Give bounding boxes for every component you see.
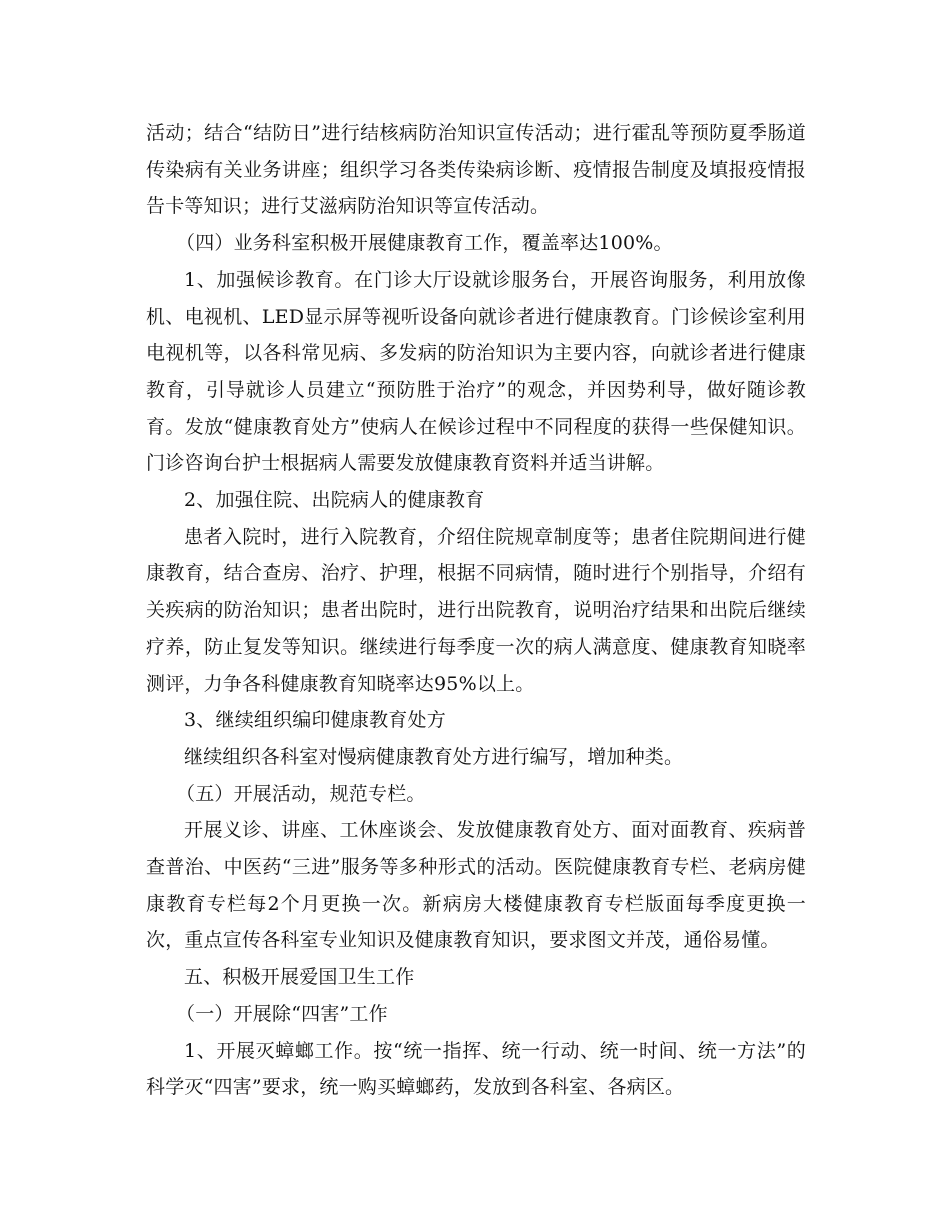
- paragraph-prescription: 继续组织各科室对慢病健康教育处方进行编写，增加种类。: [184, 745, 684, 768]
- section-heading-5: （五）开展活动，规范专栏。: [176, 782, 426, 805]
- paragraph-continuation: 活动；结合“结防日”进行结核病防治知识宣传活动；进行霍乱等预防夏季肠道传染病有关业务讲座；组织学习各类传染病诊断、疫情报告制度及填报疫情报告卡等知识；进行艾滋病防治知识等宣传活动。: [146, 122, 806, 218]
- paragraph-cockroach: 1、开展灭蟑螂工作。按“统一指挥、统一行动、统一时间、统一方法”的科学灭“四害”要求，统一购买蟑螂药，发放到各科室、各病区。: [146, 1039, 806, 1099]
- paragraph-waiting-education: 1、加强候诊教育。在门诊大厅设就诊服务台，开展咨询服务，利用放像机、电视机、LED显示屏等视听设备向就诊者进行健康教育。门诊候诊室利用电视机等，以各科常见病、多发病的防治知识为主要内容，向就诊者进行健康教育，引导就诊人员建立“预防胜于治疗”的观念，并因势利导，做好随诊教育。发放“健康教育处方”使病人在候诊过程中不同程度的获得一些保健知识。门诊咨询台护士根据病人需要发放健康教育资料并适当讲解。: [146, 268, 806, 475]
- chapter-heading-5: 五、积极开展爱国卫生工作: [184, 966, 415, 989]
- paragraph-activities: 开展义诊、讲座、工休座谈会、发放健康教育处方、面对面教育、疾病普查普治、中医药“三进”服务等多种形式的活动。医院健康教育专栏、老病房健康教育专栏每2个月更换一次。新病房大楼健康教育专栏版面每季度更换一次，重点宣传各科室专业知识及健康教育知识，要求图文并茂，通俗易懂。: [146, 819, 806, 952]
- subheading-prescription: 3、继续组织编印健康教育处方: [184, 709, 446, 732]
- section-heading-4: （四）业务科室积极开展健康教育工作，覆盖率达100%。: [176, 232, 673, 255]
- subheading-inpatient-education: 2、加强住院、出院病人的健康教育: [184, 489, 485, 512]
- section-heading-pests: （一）开展除“四害”工作: [176, 1002, 388, 1025]
- paragraph-inpatient-education: 患者入院时，进行入院教育，介绍住院规章制度等；患者住院期间进行健康教育，结合查房、治疗、护理，根据不同病情，随时进行个别指导，介绍有关疾病的防治知识；患者出院时，进行出院教育，说明治疗结果和出院后继续疗养，防止复发等知识。继续进行每季度一次的病人满意度、健康教育知晓率测评，力争各科健康教育知晓率达95%以上。: [146, 525, 806, 695]
- document-body: [146, 115, 806, 1106]
